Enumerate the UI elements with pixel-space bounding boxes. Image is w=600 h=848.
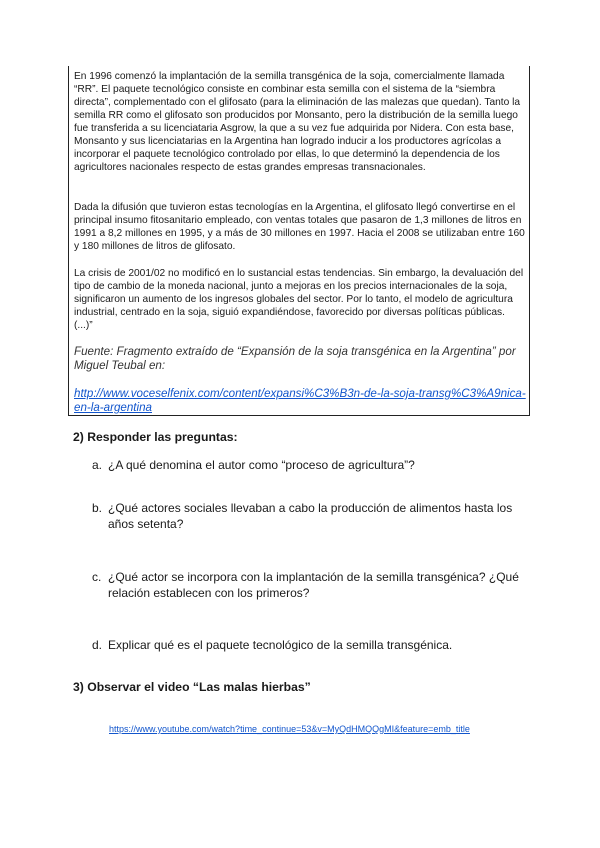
source-citation: Fuente: Fragmento extraído de “Expansión de la soja transgénica en la Argentina” por Miguel Teubal en: bbox=[74, 345, 516, 372]
excerpt-paragraph-3: La crisis de 2001/02 no modificó en lo sustancial estas tendencias. Sin embargo, la devaluación del tipo de cambio de la moneda nacional, junto a mejoras en los precios internacionales de la soja, significaron un aumento de los ingresos globales del sector. Por lo tanto, el modelo de agricultura industrial, centrado en la soja, siguió expandiéndose, favorecido por diversas políticas públicas. (...)” bbox=[74, 268, 524, 331]
question-text: ¿Qué actor se incorpora con la implantación de la semilla transgénica? ¿Qué relación establecen con los primeros? bbox=[108, 570, 519, 600]
question-marker: c. bbox=[92, 570, 102, 584]
section-3-heading: 3) Observar el video “Las malas hierbas” bbox=[73, 680, 311, 694]
question-c bbox=[92, 569, 532, 601]
question-text: ¿A qué denomina el autor como “proceso de agricultura”? bbox=[108, 458, 415, 472]
excerpt-paragraph-2: Dada la difusión que tuvieron estas tecnologías en la Argentina, el glifosato llegó convertirse en el principal insumo fitosanitario empleado, con ventas totales que pasaron de 1,3 millones de litros en 1991 a 8,2 millones en 1995, y a más de 30 millones en 1997. Hacia el 2008 se utilizaban entre 160 y 180 millones de litros de glifosato. bbox=[74, 202, 525, 252]
section-2-heading: 2) Responder las preguntas: bbox=[73, 430, 238, 444]
question-b bbox=[92, 500, 532, 532]
question-text: Explicar qué es el paquete tecnológico de la semilla transgénica. bbox=[108, 638, 453, 652]
question-marker: b. bbox=[92, 501, 103, 515]
question-text: ¿Qué actores sociales llevaban a cabo la producción de alimentos hasta los años setenta? bbox=[108, 501, 513, 531]
question-marker: d. bbox=[92, 638, 103, 652]
question-a bbox=[92, 457, 532, 473]
question-marker: a. bbox=[92, 458, 103, 472]
source-link[interactable]: http://www.voceselfenix.com/content/expansi%C3%B3n-de-la-soja-transg%C3%A9nica-en-la-argentina bbox=[74, 387, 526, 414]
video-link[interactable]: https://www.youtube.com/watch?time_continue=53&v=MyQdHMQQgMI&feature=emb_title bbox=[109, 724, 470, 734]
excerpt-paragraph-1: En 1996 comenzó la implantación de la semilla transgénica de la soja, comercialmente llamada “RR”. El paquete tecnológico consiste en combinar esta semilla con el sistema de la “siembra directa”, complementado con el glifosato (para la eliminación de las malezas que quedan). Tanto la semilla RR como el glifosato son producidos por Monsanto, pero la distribución de la semilla luego fue transferida a su licenciataria Asgrow, la que a su vez fue adquirida por Nidera. Con esta base, Monsanto y sus licenciatarias en la Argentina han logrado inducir a los productores agrícolas a incorporar el paquete tecnológico controlado por ellas, lo que determinó la dependencia de los agricultores nacionales respecto de estas grandes empresas transnacionales. bbox=[74, 71, 521, 173]
question-d bbox=[92, 637, 532, 653]
